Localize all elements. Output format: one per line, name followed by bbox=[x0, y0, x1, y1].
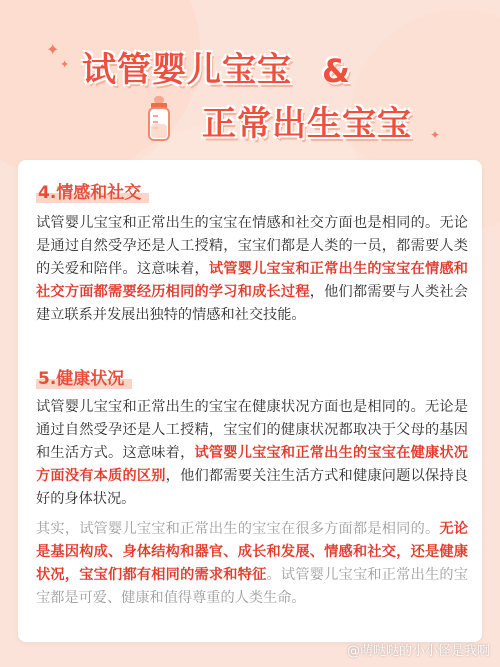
title-line-2: 正常出生宝宝 bbox=[202, 104, 412, 144]
watermark: @萌哒哒的小小怪是我啊 bbox=[346, 644, 490, 659]
section-heading: 5.健康状况 bbox=[36, 364, 132, 389]
highlight-text: 无论是基因构成、身体结构和器官、成长和发展、情感和社交，还是健康状况，宝宝们都有相同的需求和特征 bbox=[36, 521, 468, 583]
conclusion-paragraph: 其实，试管婴儿宝宝和正常出生的宝宝在很多方面都是相同的。无论是基因构成、身体结构和器官、成长和发展、情感和社交，还是健康状况，宝宝们都有相同的需求和特征。试管婴儿宝宝和正常出生的宝宝都是可爱、健康和值得尊重的人类生命。 bbox=[36, 521, 468, 606]
content-card bbox=[18, 160, 482, 642]
sparkle-icon: ✦ bbox=[46, 40, 60, 59]
section-paragraph: 试管婴儿宝宝和正常出生的宝宝在健康状况方面也是相同的。无论是通过自然受孕还是人工授精，宝宝们的健康状况都取决于父母的基因和生活方式。这意味着，试管婴儿宝宝和正常出生的宝宝在健康状况方面没有本质的区别，他们都需要关注生活方式和健康问题以保持良好的身体状况。 bbox=[36, 399, 468, 507]
sparkle-icon: ✦ bbox=[60, 58, 70, 71]
baby-bottle-icon bbox=[142, 94, 176, 144]
title-line-1: 试管婴儿宝宝 bbox=[82, 50, 292, 90]
sparkle-icon: ✦ bbox=[430, 128, 441, 142]
section-paragraph: 试管婴儿宝宝和正常出生的宝宝在情感和社交方面也是相同的。无论是通过自然受孕还是人工授精，宝宝们都是人类的一员，都需要人类的关爱和陪伴。这意味着，试管婴儿宝宝和正常出生的宝宝在情感和社交方面都需要经历相同的学习和成长过程，他们都需要与人类社会建立联系并发展出独特的情感和社交技能。 bbox=[36, 215, 468, 323]
title-ampersand: & bbox=[322, 52, 350, 90]
highlight-text: 试管婴儿宝宝和正常出生的宝宝在健康状况方面没有本质的区别 bbox=[36, 445, 468, 484]
highlight-text: 试管婴儿宝宝和正常出生的宝宝在情感和社交方面都需要经历相同的学习和成长过程 bbox=[36, 261, 468, 300]
section-heading: 4.情感和社交 bbox=[36, 178, 149, 203]
